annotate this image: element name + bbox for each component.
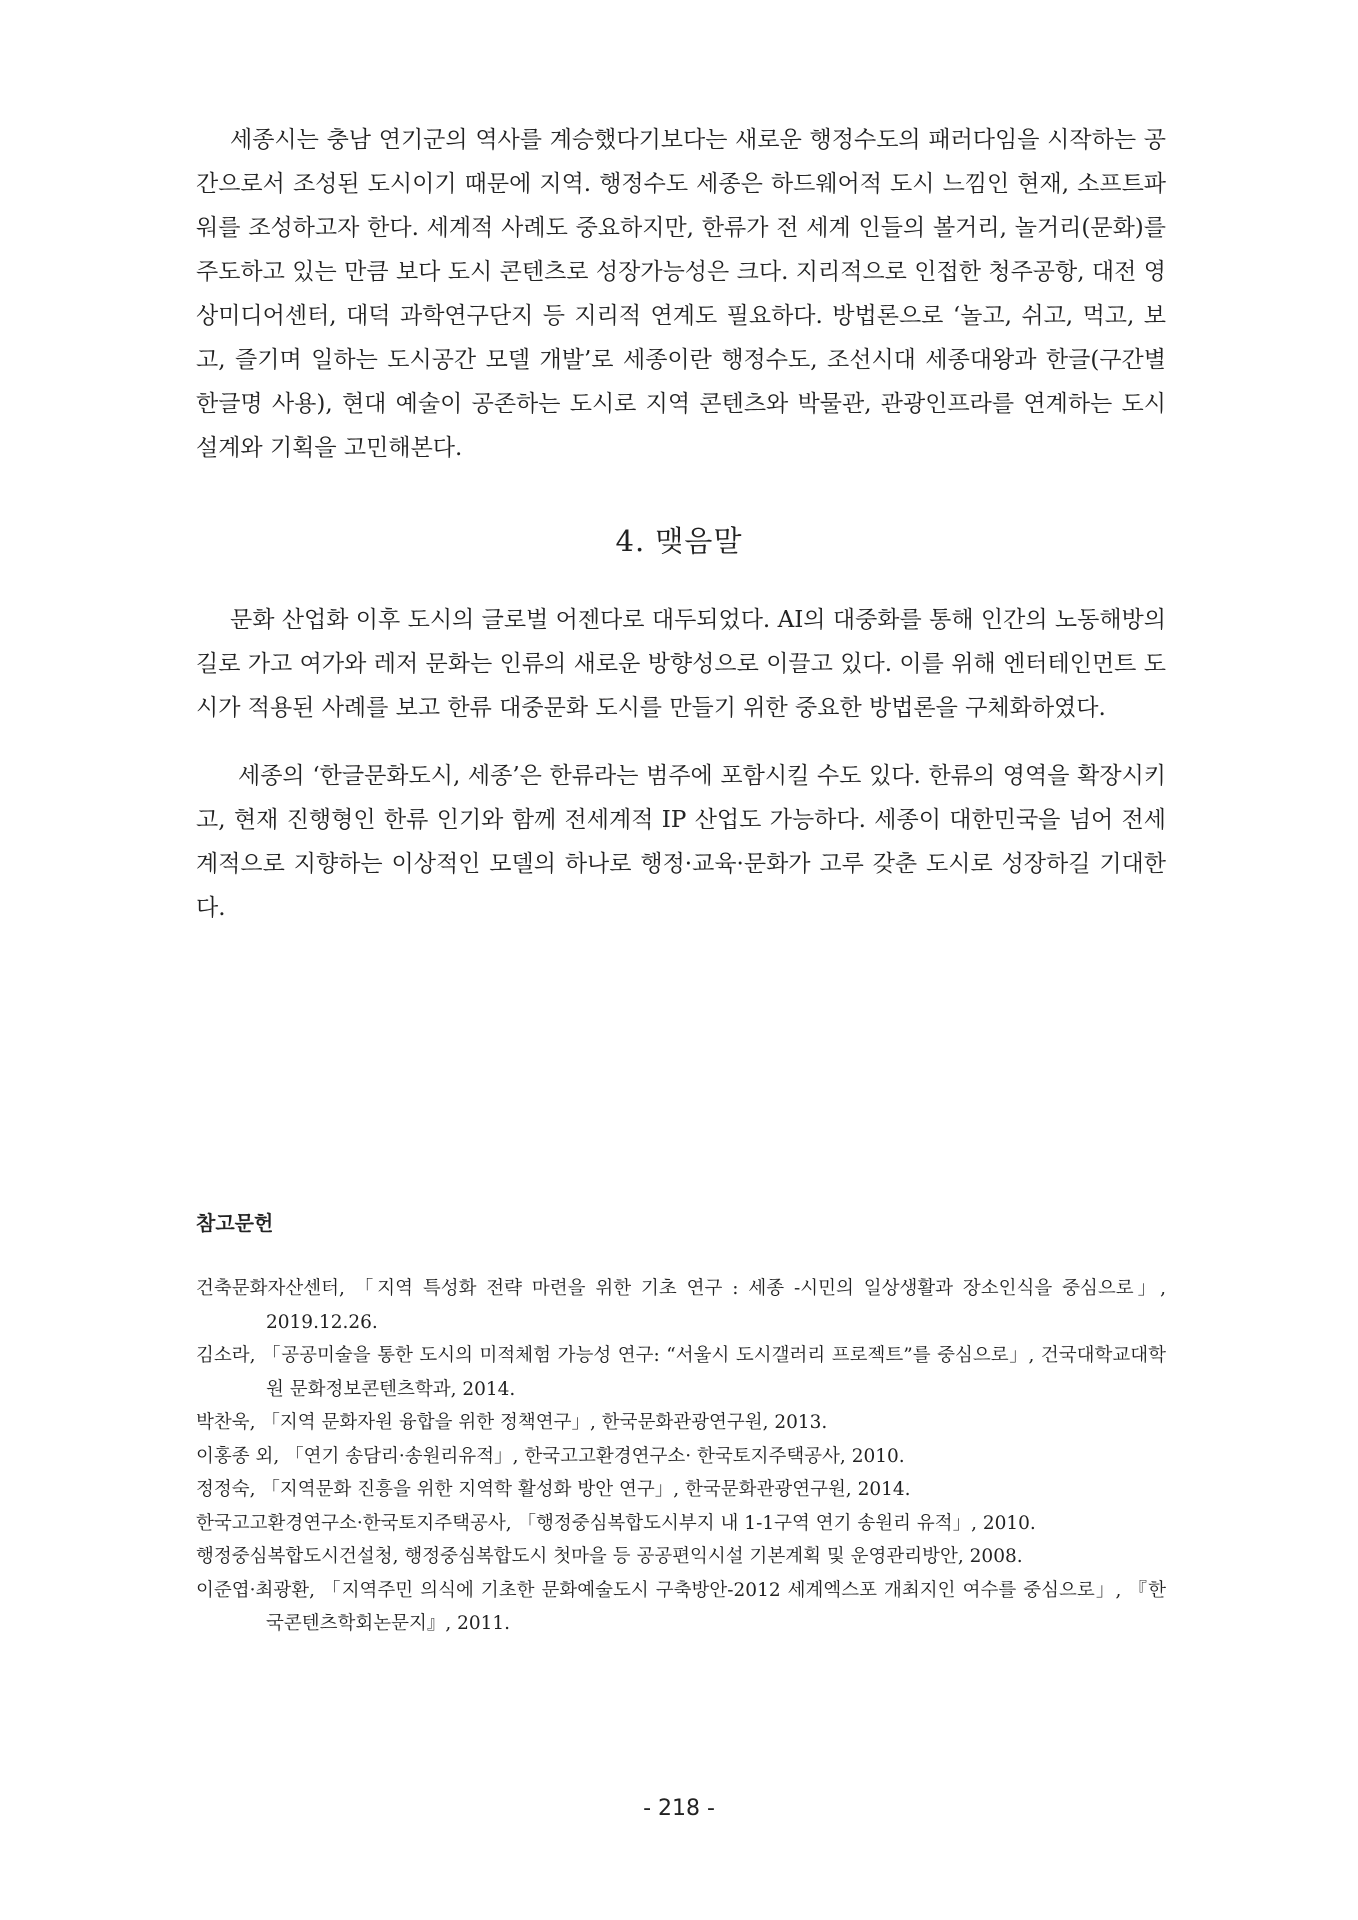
references-heading: 참고문헌 xyxy=(196,1211,274,1235)
reference-item: 이준엽·최광환, 「지역주민 의식에 기초한 문화예술도시 구축방안-2012 세계엑스포 개최지인 여수를 중심으로」, 『한국콘텐츠학회논문지』, 2011. xyxy=(196,1579,1166,1634)
page-number: - 218 - xyxy=(643,1796,715,1821)
references-list xyxy=(196,1272,1166,1641)
section-title-conclusion: 4. 맺음말 xyxy=(615,524,743,558)
body-paragraph-conclusion-2: 세종의 ‘한글문화도시, 세종’은 한류라는 범주에 포함시킬 수도 있다. 한류의 영역을 확장시키고, 현재 진행형인 한류 인기와 함께 전세계적 IP 산업도 가능하다. 세종이 대한민국을 넘어 전세계적으로 지향하는 이상적인 모델의 하나로 행정·교육·문화가 고루 갖춘 도시로 성장하길 기대한다. xyxy=(196,763,1166,921)
reference-item: 정정숙, 「지역문화 진흥을 위한 지역학 활성화 방안 연구」, 한국문화관광연구원, 2014. xyxy=(196,1479,911,1500)
body-paragraph-sejong-city: 세종시는 충남 연기군의 역사를 계승했다기보다는 새로운 행정수도의 패러다임을 시작하는 공간으로서 조성된 도시이기 때문에 지역. 행정수도 세종은 하드웨어적 도시 느낌인 현재, 소프트파워를 조성하고자 한다. 세계적 사례도 중요하지만, 한류가 전 세계 인들의 볼거리, 놀거리(문화)를 주도하고 있는 만큼 보다 도시 콘텐츠로 성장가능성은 크다. 지리적으로 인접한 청주공항, 대전 영상미디어센터, 대덕 과학연구단지 등 지리적 연계도 필요하다. 방법론으로 ‘놀고, 쉬고, 먹고, 보고, 즐기며 일하는 도시공간 모델 개발’로 세종이란 행정수도, 조선시대 세종대왕과 한글(구간별 한글명 사용), 현대 예술이 공존하는 도시로 지역 콘텐츠와 박물관, 관광인프라를 연계하는 도시설계와 기획을 고민해본다. xyxy=(196,127,1166,461)
reference-item: 박찬욱, 「지역 문화자원 융합을 위한 정책연구」, 한국문화관광연구원, 2013. xyxy=(196,1412,828,1433)
reference-item: 김소라, 「공공미술을 통한 도시의 미적체험 가능성 연구: “서울시 도시갤러리 프로젝트”를 중심으로」, 건국대학교대학원 문화정보콘텐츠학과, 2014. xyxy=(196,1345,1166,1400)
reference-item: 건축문화자산센터, 「지역 특성화 전략 마련을 위한 기초 연구 : 세종 -시민의 일상생활과 장소인식을 중심으로」, 2019.12.26. xyxy=(196,1278,1166,1333)
body-paragraph-conclusion-1: 문화 산업화 이후 도시의 글로벌 어젠다로 대두되었다. AI의 대중화를 통해 인간의 노동해방의 길로 가고 여가와 레저 문화는 인류의 새로운 방향성으로 이끌고 있다. 이를 위해 엔터테인먼트 도시가 적용된 사례를 보고 한류 대중문화 도시를 만들기 위한 중요한 방법론을 구체화하였다. xyxy=(196,607,1166,721)
reference-item: 행정중심복합도시건설청, 행정중심복합도시 첫마을 등 공공편익시설 기본계획 및 운영관리방안, 2008. xyxy=(196,1546,1023,1567)
reference-item: 이홍종 외, 「연기 송담리·송원리유적」, 한국고고환경연구소· 한국토지주택공사, 2010. xyxy=(196,1445,905,1467)
reference-item: 한국고고환경연구소·한국토지주택공사, 「행정중심복합도시부지 내 1-1구역 연기 송원리 유적」, 2010. xyxy=(196,1512,1036,1534)
